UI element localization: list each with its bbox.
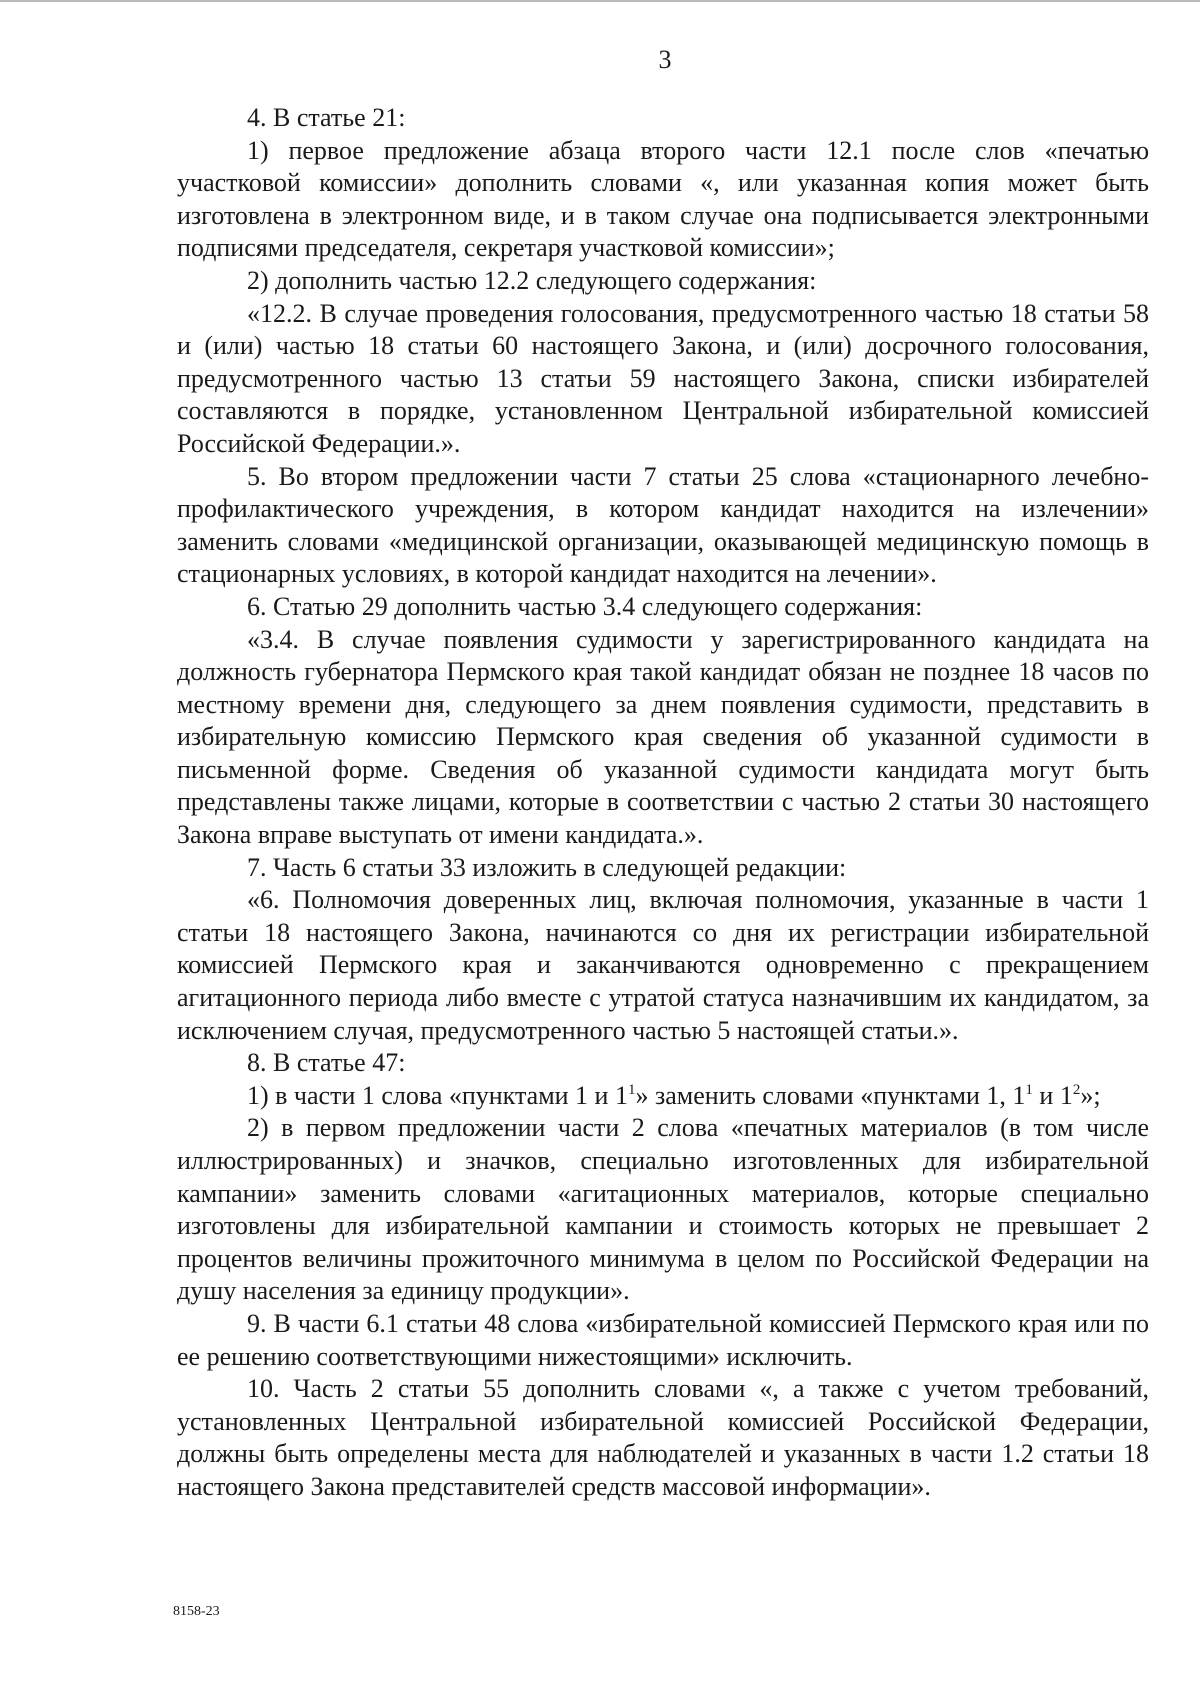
paragraph-article-47-heading: 8. В статье 47: (247, 1048, 406, 1078)
paragraph-article-21-heading: 4. В статье 21: (247, 103, 406, 132)
paragraph-part-6: «6. Полномочия доверенных лиц, включая полномочия, указанные в части 1 статьи 18 настоящего Закона, начинаются со дня их регистрации избирательной комиссией Пермского края и заканчиваются одновременно с прекращением агитационного периода либо вместе с утратой статуса назначившим их кандидатом, за исключением случая, предусмотренного частью 5 настоящей статьи.». (177, 885, 1149, 1045)
paragraph-item-10: 10. Часть 2 статьи 55 дополнить словами «, а также с учетом требований, установленных Центральной избирательной комиссией Российской Федерации, должны быть определены места для наблюдателей и указанных в части 1.2 статьи 18 настоящего Закона представителей средств массовой информации». (177, 1374, 1149, 1501)
page-number: 3 (658, 45, 672, 74)
scan-top-edge (0, 0, 1200, 2)
superscript: 1 (627, 1081, 636, 1098)
paragraph-article-21-item-2: 2) дополнить частью 12.2 следующего содержания: (247, 265, 817, 295)
item-1-text-a: 1) в части 1 слова «пунктами 1 и 1 (247, 1080, 628, 1110)
superscript: 2 (1072, 1081, 1081, 1098)
paragraph-item-9: 9. В части 6.1 статьи 48 слова «избирательной комиссией Пермского края или по ее решению соответствующими нижестоящими» исключить. (177, 1308, 1149, 1371)
paragraph-part-3-4: «3.4. В случае появления судимости у зарегистрированного кандидата на должность губернатора Пермского края такой кандидат обязан не позднее 18 часов по местному времени дня, следующего за днем появления судимости, представить в избирательную комиссию Пермского края сведения об указанной судимости в письменной форме. Сведения об указанной судимости кандидата могут быть представлены также лицами, которые в соответствии с частью 2 статьи 30 настоящего Закона вправе выступать от имени кандидата.». (177, 624, 1149, 850)
document-body (177, 102, 1149, 1504)
superscript: 1 (1025, 1081, 1033, 1098)
item-1-text-c: и 1 (1032, 1080, 1073, 1110)
paragraph-article-47-item-2: 2) в первом предложении части 2 слова «печатных материалов (в том числе иллюстрированных) и значков, специально изготовленных для избирательной кампании» заменить словами «агитационных материалов, которые специально изготовлены для избирательной кампании и стоимость которых не превышает 2 процентов величины прожиточного минимума в целом по Российской Федерации на душу населения за единицу продукции». (177, 1113, 1149, 1306)
item-1-text-b: » заменить словами «пунктами 1, 1 (635, 1080, 1026, 1110)
paragraph-article-47-item-1 (177, 1080, 1149, 1113)
paragraph-part-12-2: «12.2. В случае проведения голосования, предусмотренного частью 18 статьи 58 и (или) частью 18 статьи 60 настоящего Закона, и (или) досрочного голосования, предусмотренного частью 13 статьи 59 настоящего Закона, списки избирателей составляются в порядке, установленном Центральной избирательной комиссией Российской Федерации.». (177, 298, 1149, 458)
item-1-text-d: »; (1080, 1080, 1101, 1110)
paragraph-article-21-item-1: 1) первое предложение абзаца второго части 12.1 после слов «печатью участковой комиссии» дополнить словами «, или указанная копия может быть изготовлена в электронном виде, и в таком случае она подписывается электронными подписями председателя, секретаря участковой комиссии»; (177, 135, 1149, 263)
document-code: 8158-23 (173, 1604, 220, 1619)
paragraph-item-6: 6. Статью 29 дополнить частью 3.4 следующего содержания: (247, 591, 923, 621)
paragraph-item-7: 7. Часть 6 статьи 33 изложить в следующей редакции: (247, 852, 847, 882)
paragraph-item-5: 5. Во втором предложении части 7 статьи 25 слова «стационарного лечебно-профилактического учреждения, в котором кандидат находится на излечении» заменить словами «медицинской организации, оказывающей медицинскую помощь в стационарных условиях, в которой кандидат находится на лечении». (177, 461, 1149, 589)
